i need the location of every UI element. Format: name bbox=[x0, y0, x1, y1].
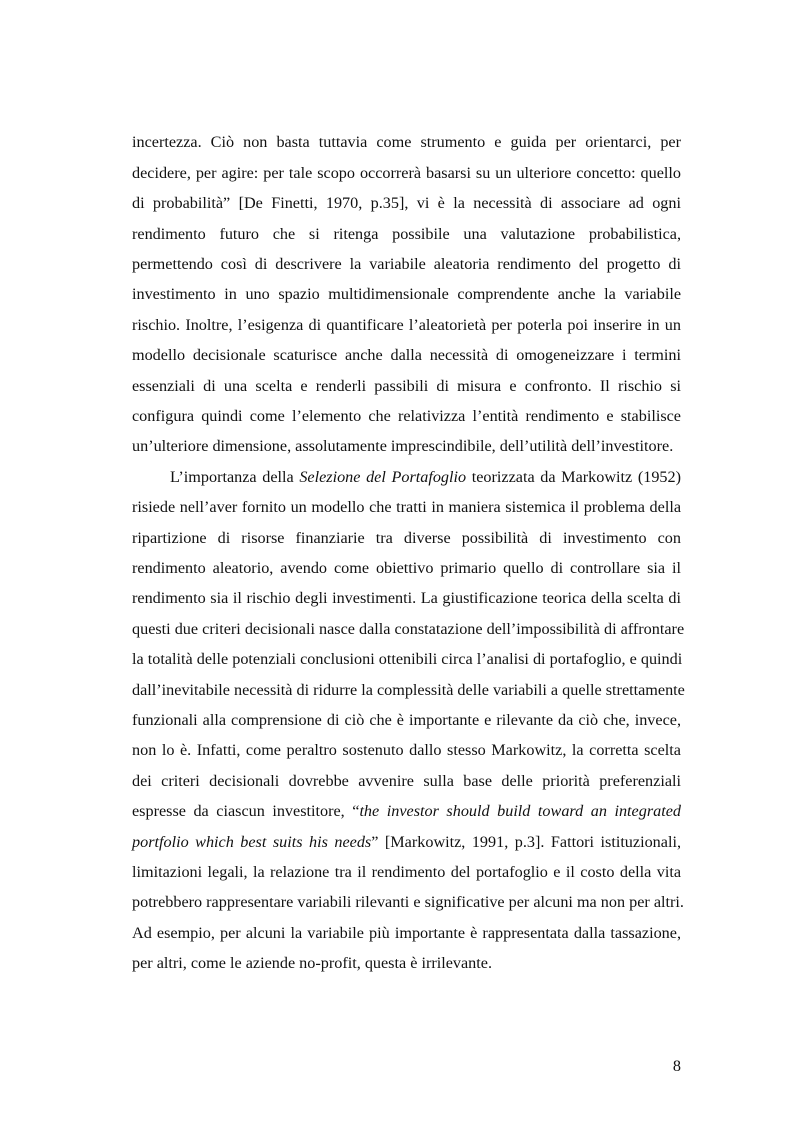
text-line: di probabilità” [De Finetti, 1970, p.35], vi è la necessità di associare ad ogni bbox=[132, 194, 681, 212]
text-segment: espresse da ciascun investitore, “ bbox=[132, 802, 360, 820]
italic-quote: portfolio which best suits his needs bbox=[132, 833, 372, 851]
text-line: incertezza. Ciò non basta tuttavia come strumento e guida per orientarci, per bbox=[132, 133, 681, 151]
text-line: investimento in uno spazio multidimensionale comprendente anche la variabile bbox=[132, 285, 681, 303]
text-segment: teorizzata da Markowitz (1952) bbox=[466, 468, 681, 486]
text-line: questi due criteri decisionali nasce dalla constatazione dell’impossibilità di affrontare bbox=[132, 620, 685, 638]
text-line: ripartizione di risorse finanziarie tra diverse possibilità di investimento con bbox=[132, 529, 681, 547]
text-line: dei criteri decisionali dovrebbe avvenire sulla base delle priorità preferenziali bbox=[132, 772, 681, 790]
text-segment: L’importanza della bbox=[170, 468, 300, 486]
text-line: dall’inevitabile necessità di ridurre la complessità delle variabili a quelle strettamente bbox=[132, 681, 685, 699]
text-line: funzionali alla comprensione di ciò che è importante e rilevante da ciò che, invece, bbox=[132, 711, 681, 729]
text-line: permettendo così di descrivere la variabile aleatoria rendimento del progetto di bbox=[132, 255, 681, 273]
text-line: configura quindi come l’elemento che relativizza l’entità rendimento e stabilisce bbox=[132, 407, 681, 425]
page-number: 8 bbox=[672, 1057, 681, 1075]
text-line: risiede nell’aver fornito un modello che tratti in maniera sistemica il problema della bbox=[132, 498, 681, 516]
italic-quote: the investor should build toward an integrated bbox=[359, 802, 681, 820]
text-line: la totalità delle potenziali conclusioni ottenibili circa l’analisi di portafoglio, e quindi bbox=[132, 650, 683, 668]
text-line: rischio. Inoltre, l’esigenza di quantificare l’aleatorietà per poterla poi inserire in un bbox=[132, 316, 681, 334]
text-line: decidere, per agire: per tale scopo occorrerà basarsi su un ulteriore concetto: quello bbox=[132, 164, 681, 182]
text-line: limitazioni legali, la relazione tra il rendimento del portafoglio e il costo della vita bbox=[132, 863, 681, 881]
text-line: rendimento sia il rischio degli investimenti. La giustificazione teorica della scelta di bbox=[132, 589, 681, 607]
text-line: essenziali di una scelta e renderli passibili di misura e confronto. Il rischio si bbox=[132, 377, 681, 395]
text-line: un’ulteriore dimensione, assolutamente imprescindibile, dell’utilità dell’investitore. bbox=[132, 437, 674, 455]
text-line: rendimento futuro che si ritenga possibile una valutazione probabilistica, bbox=[132, 225, 681, 243]
text-line: Ad esempio, per alcuni la variabile più importante è rappresentata dalla tassazione, bbox=[132, 924, 681, 942]
text-line: rendimento aleatorio, avendo come obiettivo primario quello di controllare sia il bbox=[132, 559, 681, 577]
text-line: non lo è. Infatti, come peraltro sostenuto dallo stesso Markowitz, la corretta scelta bbox=[132, 741, 681, 759]
text-line bbox=[170, 466, 681, 488]
italic-title: Selezione del Portafoglio bbox=[299, 468, 467, 486]
text-line: potrebbero rappresentare variabili rilevanti e significative per alcuni ma non per altri. bbox=[132, 893, 684, 911]
text-line bbox=[132, 800, 681, 822]
text-line bbox=[132, 831, 681, 853]
text-line: modello decisionale scaturisce anche dalla necessità di omogeneizzare i termini bbox=[132, 346, 681, 364]
text-line: per altri, come le aziende no-profit, questa è irrilevante. bbox=[132, 954, 493, 972]
text-segment: ” [Markowitz, 1991, p.3]. Fattori istituzionali, bbox=[371, 833, 682, 851]
